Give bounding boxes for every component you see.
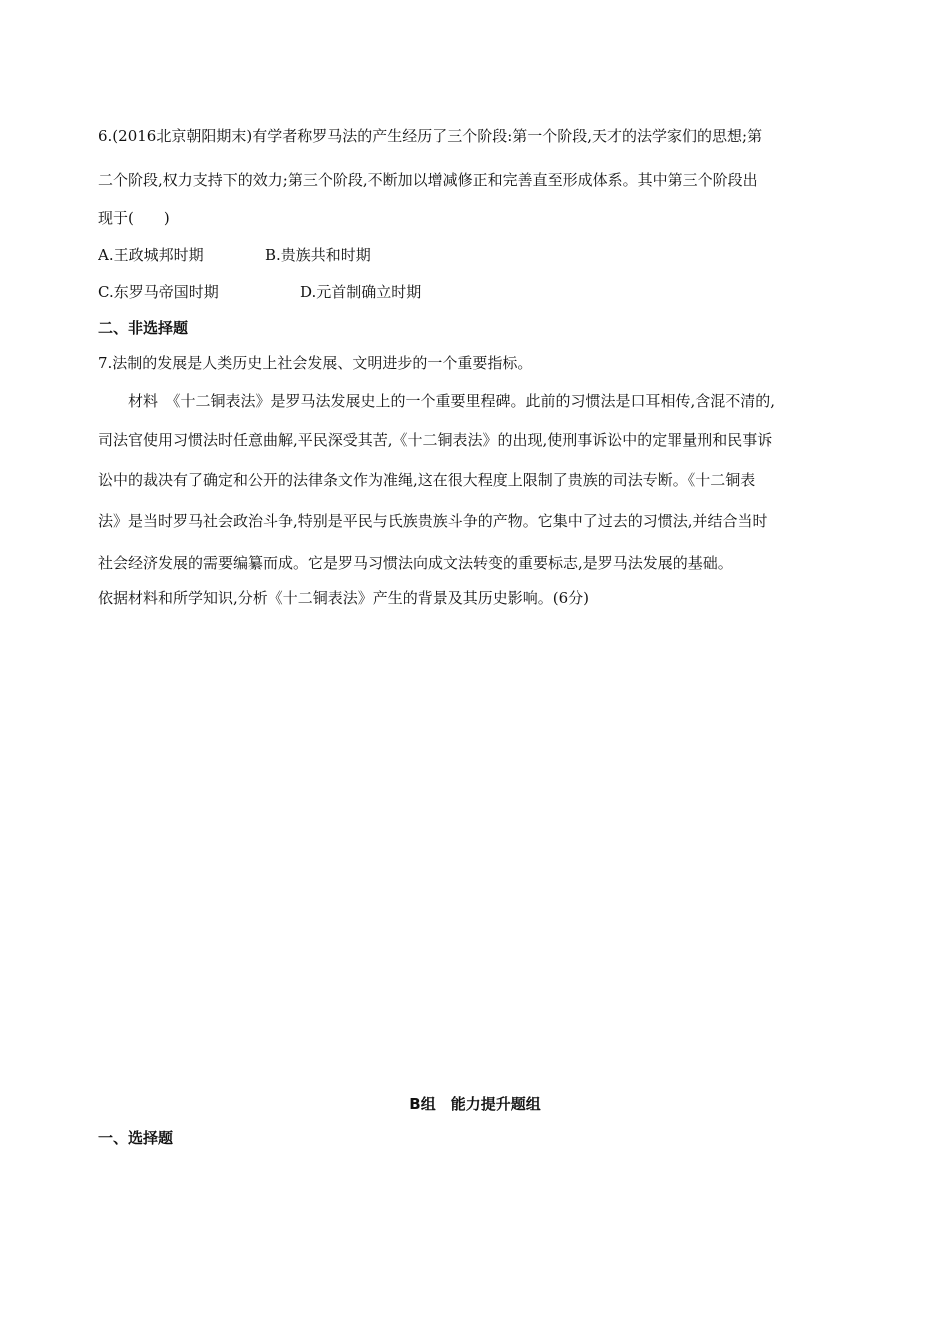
- material-line-2: 司法官使用习惯法时任意曲解,平民深受其苦,《十二铜表法》的出现,使刑事诉讼中的定罪量刑和民事诉: [98, 431, 773, 449]
- material-line-1: 材料 《十二铜表法》是罗马法发展史上的一个重要里程碑。此前的习惯法是口耳相传,含混不清的,: [128, 392, 776, 410]
- question-6-options-row-2: [98, 282, 858, 302]
- material-line-4: 法》是当时罗马社会政治斗争,特别是平民与氏族贵族斗争的产物。它集中了过去的习惯法,并结合当时: [98, 512, 768, 530]
- question-6-options-row-1: [98, 245, 858, 265]
- option-a: A.王政城邦时期: [98, 246, 204, 264]
- section-heading-choice: 一、选择题: [98, 1129, 174, 1147]
- question-7-stem: 7.法制的发展是人类历史上社会发展、文明进步的一个重要指标。: [98, 354, 533, 372]
- section-heading-nonchoice: 二、非选择题: [98, 319, 189, 337]
- option-c: C.东罗马帝国时期: [98, 283, 219, 301]
- question-7-prompt: 依据材料和所学知识,分析《十二铜表法》产生的背景及其历史影响。(6分): [98, 589, 590, 607]
- question-6-line-2: 二个阶段,权力支持下的效力;第三个阶段,不断加以增减修正和完善直至形成体系。其中第三个阶段出: [98, 171, 758, 189]
- option-d: D.元首制确立时期: [300, 283, 422, 301]
- material-line-3: 讼中的裁决有了确定和公开的法律条文作为准绳,这在很大程度上限制了贵族的司法专断。《十二铜表: [98, 471, 756, 489]
- material-line-5: 社会经济发展的需要编纂而成。它是罗马习惯法向成文法转变的重要标志,是罗马法发展的基础。: [98, 554, 733, 572]
- question-6-line-1: 6.(2016北京朝阳期末)有学者称罗马法的产生经历了三个阶段:第一个阶段,天才的法学家们的思想;第: [98, 127, 763, 145]
- option-b: B.贵族共和时期: [265, 246, 371, 264]
- question-6-line-3: 现于( ): [98, 209, 170, 227]
- group-b-title: B组 能力提升题组: [409, 1095, 541, 1113]
